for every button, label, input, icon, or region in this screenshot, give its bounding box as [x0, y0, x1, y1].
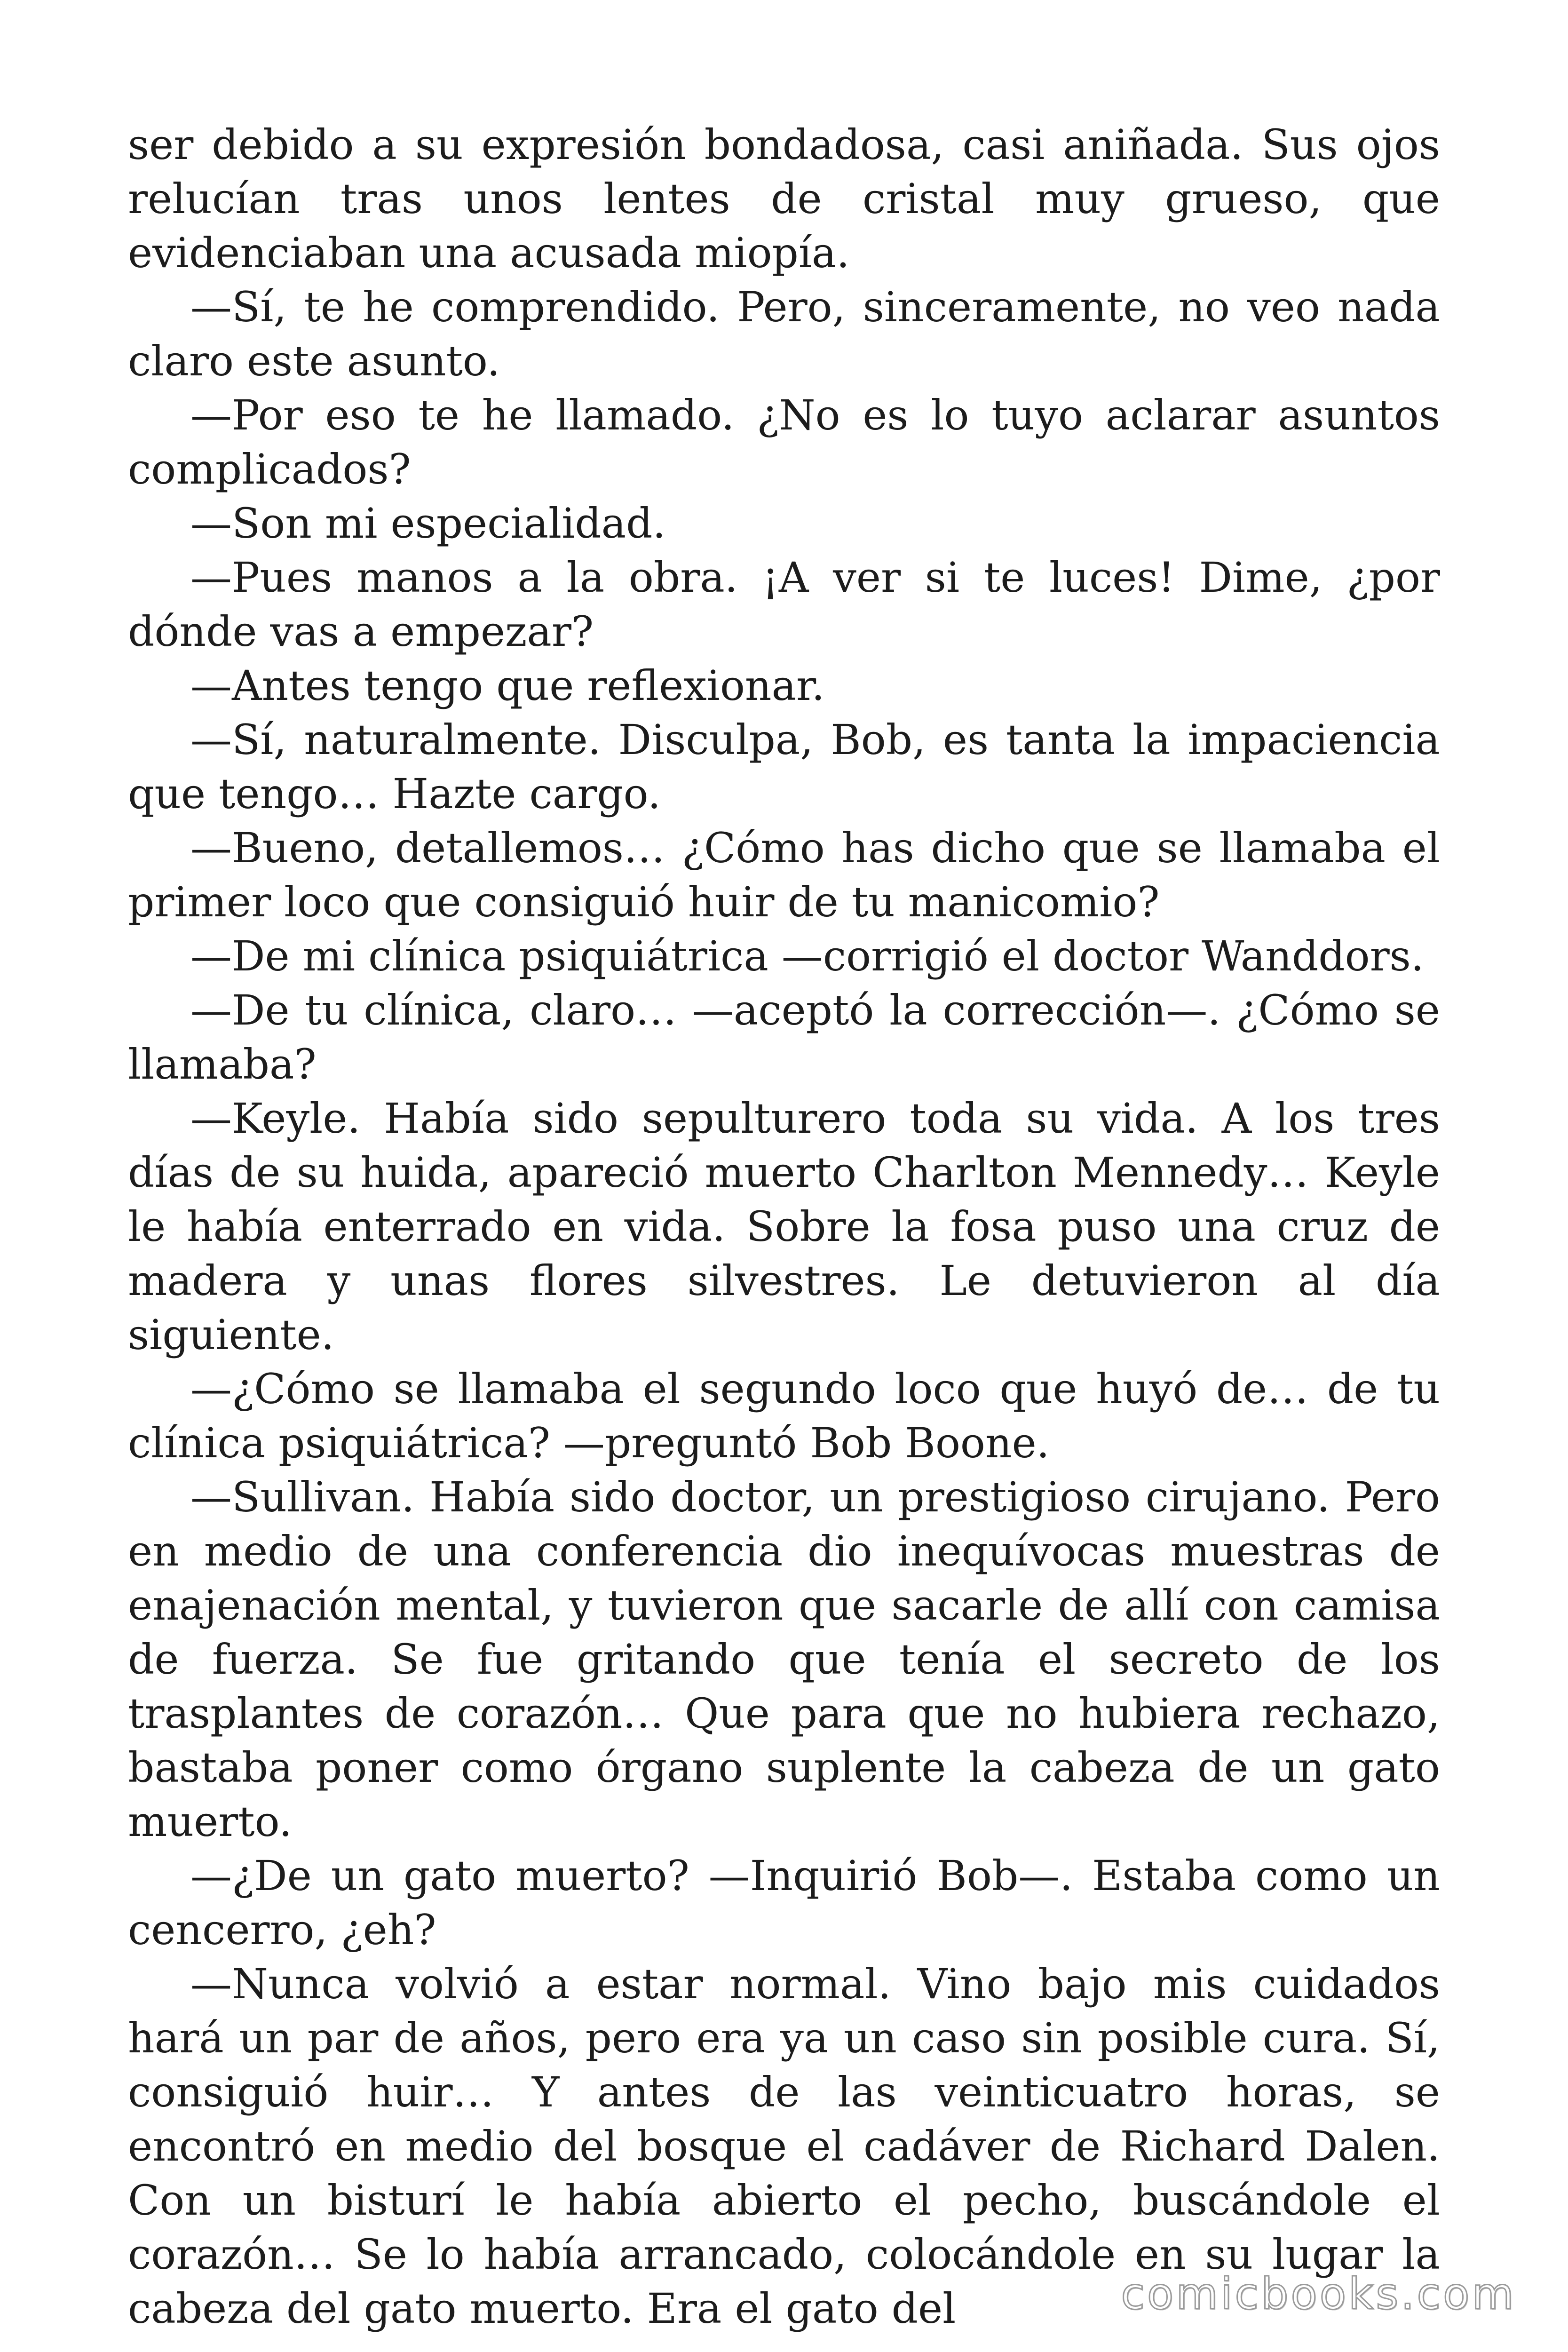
paragraph-2: —Sí, te he comprendido. Pero, sinceramente, no veo nada claro este asunto.	[128, 283, 1440, 385]
paragraph-12: —¿Cómo se llamaba el segundo loco que huyó de… de tu clínica psiquiátrica? —preguntó Bob Boone.	[128, 1365, 1440, 1467]
paragraph-3: —Por eso te he llamado. ¿No es lo tuyo aclarar asuntos complicados?	[128, 391, 1440, 493]
paragraph-4: —Son mi especialidad.	[190, 499, 666, 548]
paragraph-15: —Nunca volvió a estar normal. Vino bajo mis cuidados hará un par de años, pero era ya un caso sin posible cura. Sí, consiguió huir… Y antes de las veinticuatro horas, se encontró en medio del bosque el cadáver de Richard Dalen. Con un bisturí le había abierto el pecho, buscándole el corazón… Se lo había arrancado, colocándole en su lugar la cabeza del gato muerto. Era el gato del	[128, 1960, 1440, 2333]
paragraph-11: —Keyle. Había sido sepulturero toda su vida. A los tres días de su huida, apareció muerto Charlton Mennedy… Keyle le había enterrado en vida. Sobre la fosa puso una cruz de madera y unas flores silvestres. Le detuvieron al día siguiente.	[128, 1094, 1440, 1359]
page-text	[128, 118, 1440, 2336]
paragraph-14: —¿De un gato muerto? —Inquirió Bob—. Estaba como un cencerro, ¿eh?	[128, 1851, 1440, 1954]
watermark: comicbooks.com	[1121, 2269, 1516, 2319]
paragraph-9: —De mi clínica psiquiátrica —corrigió el doctor Wanddors.	[190, 932, 1424, 980]
paragraph-8: —Bueno, detallemos… ¿Cómo has dicho que se llamaba el primer loco que consiguió huir de tu manicomio?	[128, 824, 1440, 926]
paragraph-13: —Sullivan. Había sido doctor, un prestigioso cirujano. Pero en medio de una conferencia dio inequívocas muestras de enajenación mental, y tuvieron que sacarle de allí con camisa de fuerza. Se fue gritando que tenía el secreto de los trasplantes de corazón… Que para que no hubiera rechazo, bastaba poner como órgano suplente la cabeza de un gato muerto.	[128, 1473, 1440, 1846]
paragraph-10: —De tu clínica, claro… —aceptó la corrección—. ¿Cómo se llamaba?	[128, 986, 1440, 1089]
paragraph-7: —Sí, naturalmente. Disculpa, Bob, es tanta la impaciencia que tengo… Hazte cargo.	[128, 715, 1440, 818]
paragraph-5: —Pues manos a la obra. ¡A ver si te luces! Dime, ¿por dónde vas a empezar?	[128, 553, 1440, 656]
paragraph-6: —Antes tengo que reflexionar.	[190, 661, 825, 710]
paragraph-1: ser debido a su expresión bondadosa, casi aniñada. Sus ojos relucían tras unos lentes de cristal muy grueso, que evidenciaban una acusada miopía.	[128, 120, 1440, 277]
